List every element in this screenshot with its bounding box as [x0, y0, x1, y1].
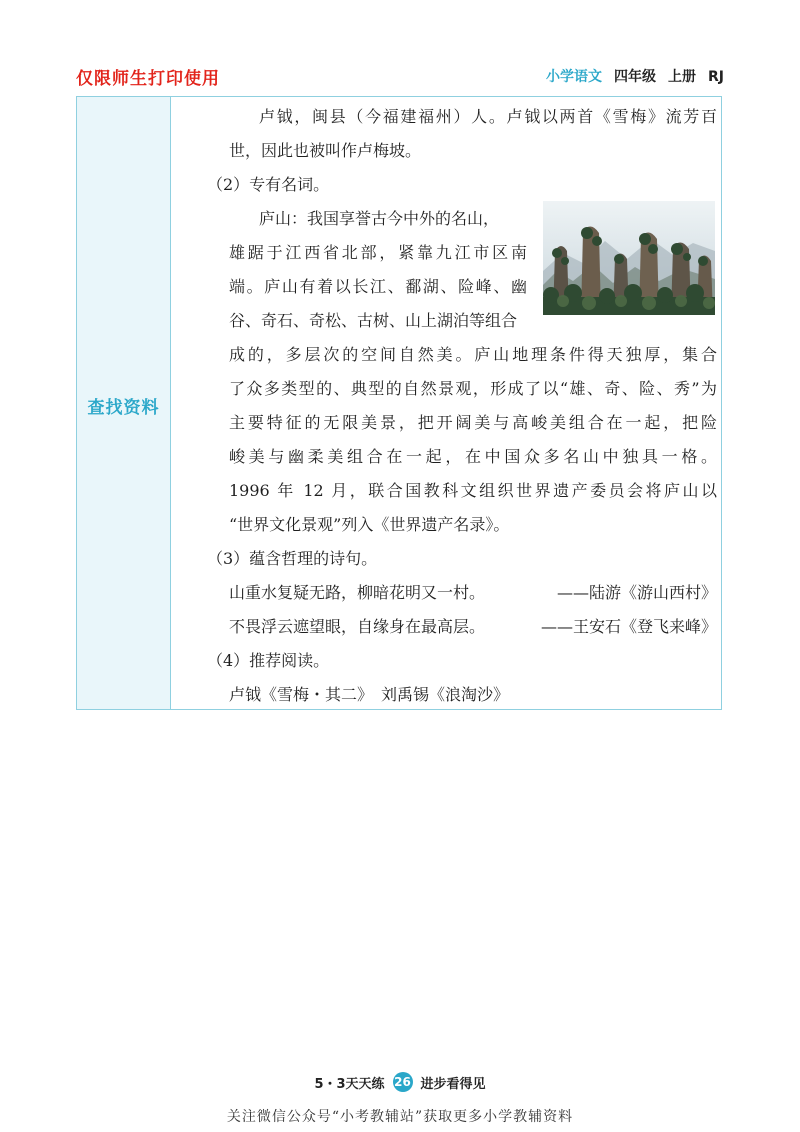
text-line: 端。庐山有着以长江、鄱湖、险峰、幽 [229, 277, 527, 296]
page-footer [0, 1072, 800, 1092]
section-label-column [77, 97, 171, 709]
text-line: 世，因此也被叫作卢梅坡。 [229, 141, 422, 160]
slogan-label: 进步看得见 [420, 1076, 486, 1092]
text-line: 庐山：我国享誉古今中外的名山， [259, 209, 500, 228]
volume-label: 上册 [668, 69, 696, 85]
subject-label: 小学语文 [546, 69, 602, 85]
text-line: “世界文化景观”列入《世界遗产名录》。 [229, 515, 510, 534]
research-content [171, 97, 721, 709]
poem-text: 不畏浮云遮望眼，自缘身在最高层。 [229, 617, 486, 636]
lushan-photo [543, 201, 715, 315]
poem-line [229, 583, 717, 603]
text-line: 雄踞于江西省北部，紧靠九江市区南 [229, 243, 527, 262]
text-line: 成的，多层次的空间自然美。庐山地理条件得天独厚，集合 [229, 345, 717, 364]
subheading-poems: （3）蕴含哲理的诗句。 [207, 549, 378, 568]
poem-source: ——陆游《游山西村》 [556, 583, 717, 602]
text-line: 主要特征的无限美景，把开阔美与高峻美组合在一起，把险 [229, 413, 717, 432]
poem-text: 山重水复疑无路，柳暗花明又一村。 [229, 583, 486, 602]
print-notice: 仅限师生打印使用 [76, 69, 220, 89]
page-number: 26 [393, 1072, 413, 1092]
mountain-image [543, 201, 715, 315]
poem-source: ——王安石《登飞来峰》 [540, 617, 717, 636]
text-line: 峻美与幽柔美组合在一起，在中国众多名山中独具一格。 [229, 447, 717, 466]
edition-label: RJ [708, 69, 724, 85]
research-box [76, 96, 722, 710]
subheading-reading: （4）推荐阅读。 [207, 651, 330, 670]
brand-label: 5・3天天练 [314, 1076, 385, 1092]
text-line: 卢钺，闽县（今福建福州）人。卢钺以两首《雪梅》流芳百 [259, 107, 717, 126]
text-line: 1996 年 12 月，联合国教科文组织世界遗产委员会将庐山以 [229, 481, 717, 500]
book-info [546, 66, 724, 86]
text-line: 了众多类型的、典型的自然景观，形成了以“雄、奇、险、秀”为 [229, 379, 717, 398]
subheading-proper-nouns: （2）专有名词。 [207, 175, 330, 194]
reading-list: 卢钺《雪梅・其二》 刘禹锡《浪淘沙》 [229, 685, 510, 704]
watermark-text: 关注微信公众号“小考教辅站”获取更多小学教辅资料 [226, 1109, 574, 1125]
text-line: 谷、奇石、奇松、古树、山上湖泊等组合 [229, 311, 518, 330]
poem-line [229, 617, 717, 637]
section-label: 查找资料 [87, 398, 160, 418]
grade-label: 四年级 [614, 69, 656, 85]
